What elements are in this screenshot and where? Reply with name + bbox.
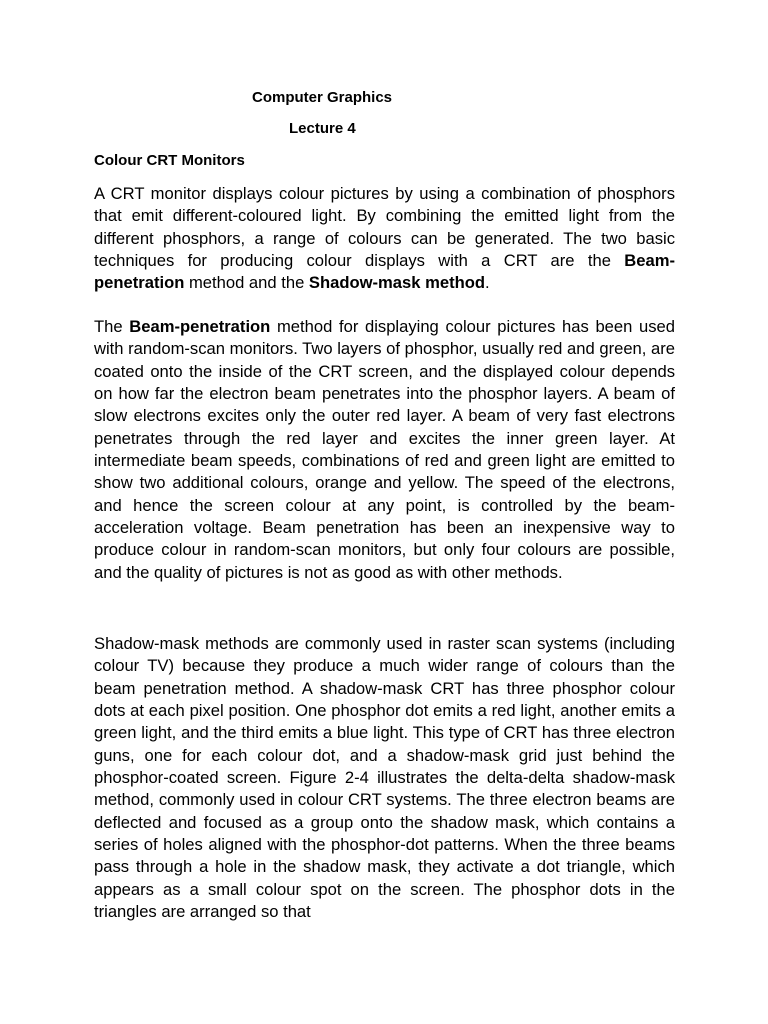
document-title: Computer Graphics [252,89,393,106]
term-shadow-mask-method: Shadow-mask method [308,273,486,293]
paragraph-intro-text-a: A CRT monitor displays colour pictures by using a combination of phosphors that emit different-coloured light. By combining the emitted light from the different phosphors, a range of colours can be generated. The two basic techniques for producing colour displays with a CRT are the [94,184,675,271]
lecture-number: Lecture 4 [289,120,356,137]
paragraph-intro-text-c: . [485,273,490,293]
paragraph-intro-text-b: method and the [184,273,309,293]
term-beam-penetration: Beam-penetration [94,251,675,293]
term-beam-penetration-2: Beam-penetration [129,317,271,336]
paragraph-beam-penetration [94,316,675,584]
paragraph-shadow-mask: Shadow-mask methods are commonly used in raster scan systems (including colour TV) because they produce a much wider range of colours than the beam penetration method. A shadow-mask CRT has three phosphor colour dots at each pixel position. One phosphor dot emits a red light, another emits a green light, and the third emits a blue light. This type of CRT has three electron guns, one for each colour dot, and a shadow-mask grid just behind the phosphor-coated screen. Figure 2-4 illustrates the delta-delta shadow-mask method, commonly used in colour CRT systems. The three electron beams are deflected and focused as a group onto the shadow mask, which contains a series of holes aligned with the phosphor-dot patterns. When the three beams pass through a hole in the shadow mask, they activate a dot triangle, which appears as a small colour spot on the screen. The phosphor dots in the triangles are arranged so that [94,634,675,922]
paragraph-beam-text-a: The [94,317,130,336]
paragraph-intro [94,183,675,295]
paragraph-beam-text-b: method for displaying colour pictures has been used with random-scan monitors. Two layers of phosphor, usually red and green, are coated onto the inside of the CRT screen, and the displayed colour depends on how far the electron beam penetrates into the phosphor layers. A beam of slow electrons excites only the outer red layer. A beam of very fast electrons penetrates through the red layer and excites the inner green layer. At intermediate beam speeds, combinations of red and green light are emitted to show two additional colours, orange and yellow. The speed of the electrons, and hence the screen colour at any point, is controlled by the beam-acceleration voltage. Beam penetration has been an inexpensive way to produce colour in random-scan monitors, but only four colours are possible, and the quality of pictures is not as good as with other methods. [94,317,675,582]
section-heading: Colour CRT Monitors [94,152,245,169]
